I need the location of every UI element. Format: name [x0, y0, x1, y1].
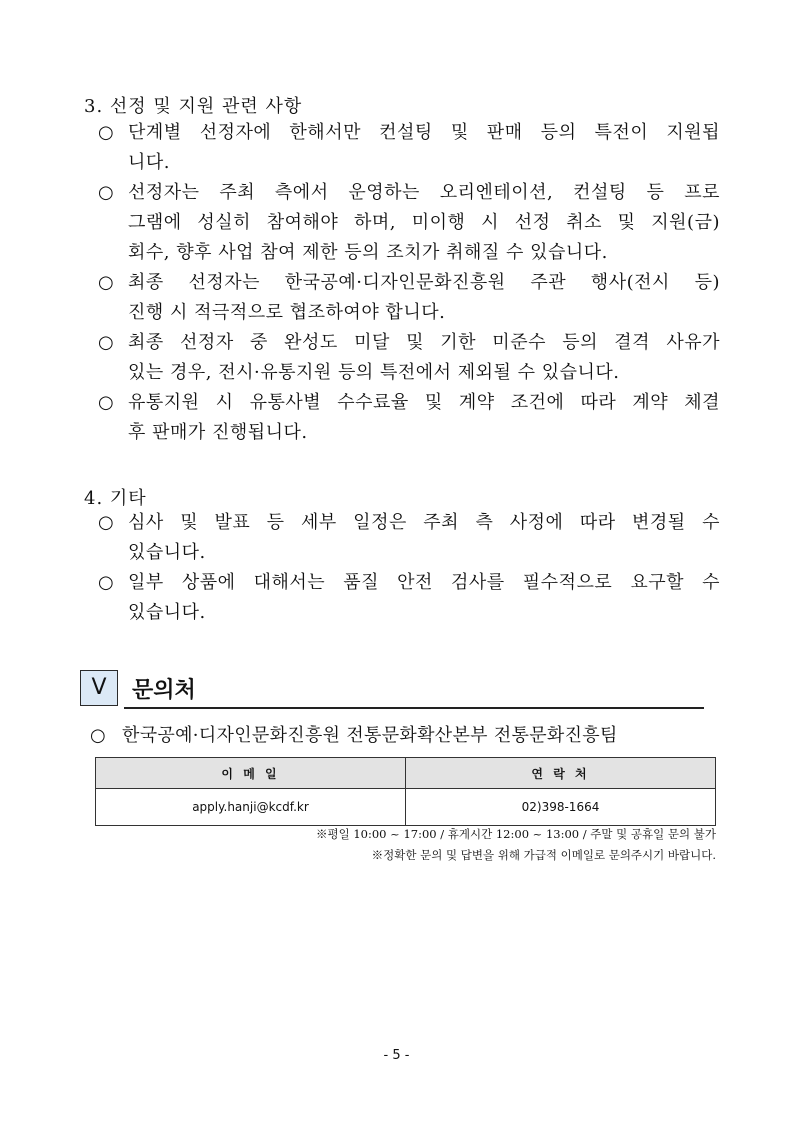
list-item-line: 단계별 선정자에 한해서만 컨설팅 및 판매 등의 특전이 지원됩	[128, 122, 720, 143]
email-note: ※정확한 문의 및 답변을 위해 가급적 이메일로 문의주시기 바랍니다.	[371, 848, 716, 862]
contact-organization	[90, 721, 618, 747]
section-5-title: 문의처	[132, 678, 196, 703]
contact-table	[95, 757, 716, 826]
list-item-line: 니다.	[128, 152, 170, 173]
section-3-title: 3. 선정 및 지원 관련 사항	[84, 96, 303, 117]
list-item	[98, 568, 720, 628]
contact-organization-text: 한국공예·디자인문화진흥원 전통문화확산본부 전통문화진흥팀	[122, 725, 618, 746]
bullet-mark: ○	[98, 512, 115, 533]
list-item	[98, 268, 720, 328]
bullet-mark: ○	[98, 332, 115, 353]
list-item-line: 선정자는 주최 측에서 운영하는 오리엔테이션, 컨설팅 등 프로	[128, 182, 720, 203]
list-item-line: 그램에 성실히 참여해야 하며, 미이행 시 선정 취소 및 지원(금)	[128, 212, 720, 233]
table-header-row	[96, 758, 716, 789]
list-item-line: 심사 및 발표 등 세부 일정은 주최 측 사정에 따라 변경될 수	[128, 512, 720, 533]
bullet-mark: ○	[98, 392, 115, 413]
table-row	[96, 789, 716, 826]
section-divider	[124, 707, 704, 709]
phone-value: 02)398-1664	[406, 789, 716, 826]
phone-header: 연 락 처	[406, 758, 716, 789]
list-item-line: 회수, 향후 사업 참여 제한 등의 조치가 취해질 수 있습니다.	[128, 242, 608, 263]
list-item	[98, 178, 720, 268]
list-item-line: 유통지원 시 유통사별 수수료율 및 계약 조건에 따라 계약 체결	[128, 392, 720, 413]
list-item-line: 있습니다.	[128, 602, 206, 623]
email-header: 이 메 일	[96, 758, 406, 789]
list-item	[98, 388, 720, 448]
section-5-number-box: Ⅴ	[80, 670, 118, 706]
list-item	[98, 118, 720, 178]
bullet-mark: ○	[90, 725, 107, 746]
list-item-line: 진행 시 적극적으로 협조하여야 합니다.	[128, 302, 446, 323]
list-item-line: 있는 경우, 전시·유통지원 등의 특전에서 제외될 수 있습니다.	[128, 362, 620, 383]
list-item-line: 최종 선정자는 한국공예·디자인문화진흥원 주관 행사(전시 등)	[128, 272, 720, 293]
hours-note: ※평일 10:00 ~ 17:00 / 휴게시간 12:00 ~ 13:00 / 주말 및 공휴일 문의 불가	[315, 827, 716, 841]
list-item-line: 최종 선정자 중 완성도 미달 및 기한 미준수 등의 결격 사유가	[128, 332, 720, 353]
list-item-line: 후 판매가 진행됩니다.	[128, 422, 308, 443]
section-4-title: 4. 기타	[84, 488, 147, 509]
page-number: - 5 -	[383, 1048, 410, 1063]
bullet-mark: ○	[98, 122, 115, 143]
list-item-line: 일부 상품에 대해서는 품질 안전 검사를 필수적으로 요구할 수	[128, 572, 720, 593]
list-item	[98, 508, 720, 568]
list-item	[98, 328, 720, 388]
bullet-mark: ○	[98, 572, 115, 593]
bullet-mark: ○	[98, 182, 115, 203]
email-value: apply.hanji@kcdf.kr	[96, 789, 406, 826]
bullet-mark: ○	[98, 272, 115, 293]
list-item-line: 있습니다.	[128, 542, 206, 563]
